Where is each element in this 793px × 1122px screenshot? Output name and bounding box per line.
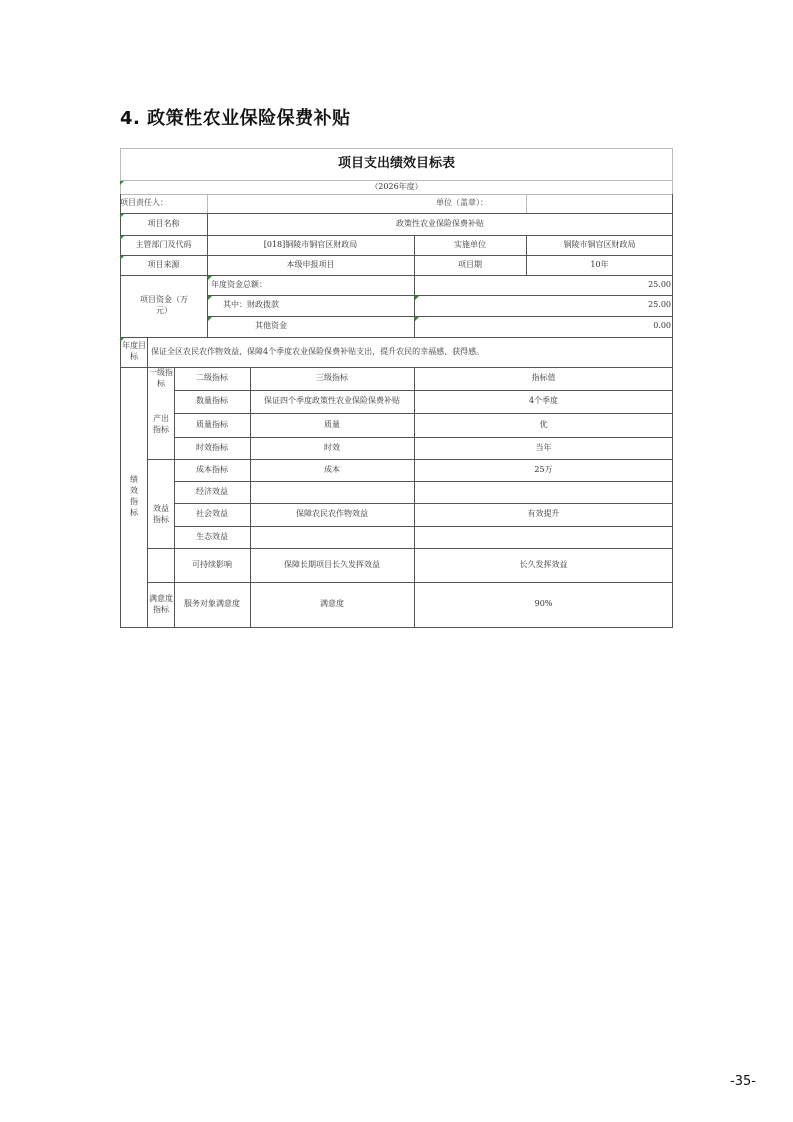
output-value: 当年 bbox=[535, 442, 552, 452]
funds-other-label: 其他资金 bbox=[255, 321, 287, 331]
col-level3: 三级指标 bbox=[316, 373, 348, 383]
benefit-l2: 经济效益 bbox=[196, 486, 228, 496]
unit-label: 单位（盖章）： bbox=[436, 198, 488, 208]
project-name-value: 政策性农业保险保费补贴 bbox=[396, 218, 484, 228]
output-value: 25万 bbox=[534, 464, 553, 474]
benefit-value: 长久发挥效益 bbox=[519, 559, 568, 569]
period-value: 10年 bbox=[590, 259, 609, 269]
output-l3: 质量 bbox=[324, 419, 340, 429]
output-value: 优 bbox=[539, 419, 548, 429]
output-l3: 成本 bbox=[324, 464, 340, 474]
person-label: 项目责任人： bbox=[120, 198, 168, 208]
output-l2: 质量指标 bbox=[196, 419, 228, 429]
benefit-l3 bbox=[250, 481, 414, 503]
funds-other-value: 0.00 bbox=[653, 321, 671, 331]
source-value: 本级申报项目 bbox=[286, 259, 335, 269]
benefit-l2: 可持续影响 bbox=[192, 559, 232, 569]
project-name-label: 项目名称 bbox=[147, 218, 180, 228]
output-l3: 时效 bbox=[324, 442, 340, 452]
col-value: 指标值 bbox=[531, 373, 556, 383]
output-label: 产出指标 bbox=[153, 413, 169, 434]
funds-label: 项目资金（万元） bbox=[140, 295, 188, 315]
satisfaction-value: 90% bbox=[534, 599, 553, 609]
table-year: （2026年度） bbox=[370, 181, 423, 191]
benefit-l2: 生态效益 bbox=[196, 531, 228, 541]
benefit-l3 bbox=[250, 526, 414, 548]
satisfaction-l3: 满意度 bbox=[320, 599, 344, 609]
dept-value: [018]铜陵市铜官区财政局 bbox=[263, 239, 358, 249]
section-heading: 4. 政策性农业保险保费补贴 bbox=[120, 108, 351, 129]
col-level2: 二级指标 bbox=[196, 373, 228, 383]
benefit-label: 效益指标 bbox=[153, 503, 169, 524]
col-level1: 一级指标 bbox=[149, 367, 173, 388]
funds-fiscal-label: 其中：财政拨款 bbox=[223, 300, 279, 310]
output-l2: 时效指标 bbox=[196, 442, 228, 452]
benefit-l3: 保障长期项目长久发挥效益 bbox=[284, 559, 380, 569]
benefit-value: 有效提升 bbox=[527, 509, 560, 519]
perf-label: 绩效指标 bbox=[130, 475, 138, 517]
satisfaction-l2: 服务对象满意度 bbox=[184, 599, 240, 609]
funds-total-value: 25.00 bbox=[648, 279, 671, 289]
goal-text: 保证全区农民农作物效益，保障4个季度农业保险保费补贴支出，提升农民的幸福感、获得感。 bbox=[151, 346, 485, 356]
goal-label: 年度目标 bbox=[122, 341, 146, 361]
satisfaction-label: 满意度指标 bbox=[149, 593, 173, 614]
output-value: 4个季度 bbox=[528, 396, 559, 406]
impl-label: 实施单位 bbox=[454, 239, 486, 249]
benefit-value bbox=[414, 526, 673, 548]
benefit-l2: 社会效益 bbox=[196, 509, 228, 519]
performance-table bbox=[120, 148, 673, 628]
table-title: 项目支出绩效目标表 bbox=[337, 156, 455, 172]
benefit-l3: 保障农民农作物效益 bbox=[296, 509, 368, 519]
source-label: 项目来源 bbox=[147, 259, 180, 269]
output-l2: 数量指标 bbox=[196, 396, 228, 406]
dept-label: 主管部门及代码 bbox=[135, 239, 192, 249]
period-label: 项目期 bbox=[458, 259, 482, 269]
impl-value: 铜陵市铜官区财政局 bbox=[563, 239, 636, 249]
benefit-value bbox=[414, 481, 673, 503]
output-l2: 成本指标 bbox=[196, 464, 228, 474]
output-l3: 保证四个季度政策性农业保险保费补贴 bbox=[264, 396, 400, 406]
funds-fiscal-value: 25.00 bbox=[648, 300, 671, 310]
page-number: -35- bbox=[730, 1074, 756, 1089]
funds-total-label: 年度资金总额： bbox=[211, 279, 267, 289]
